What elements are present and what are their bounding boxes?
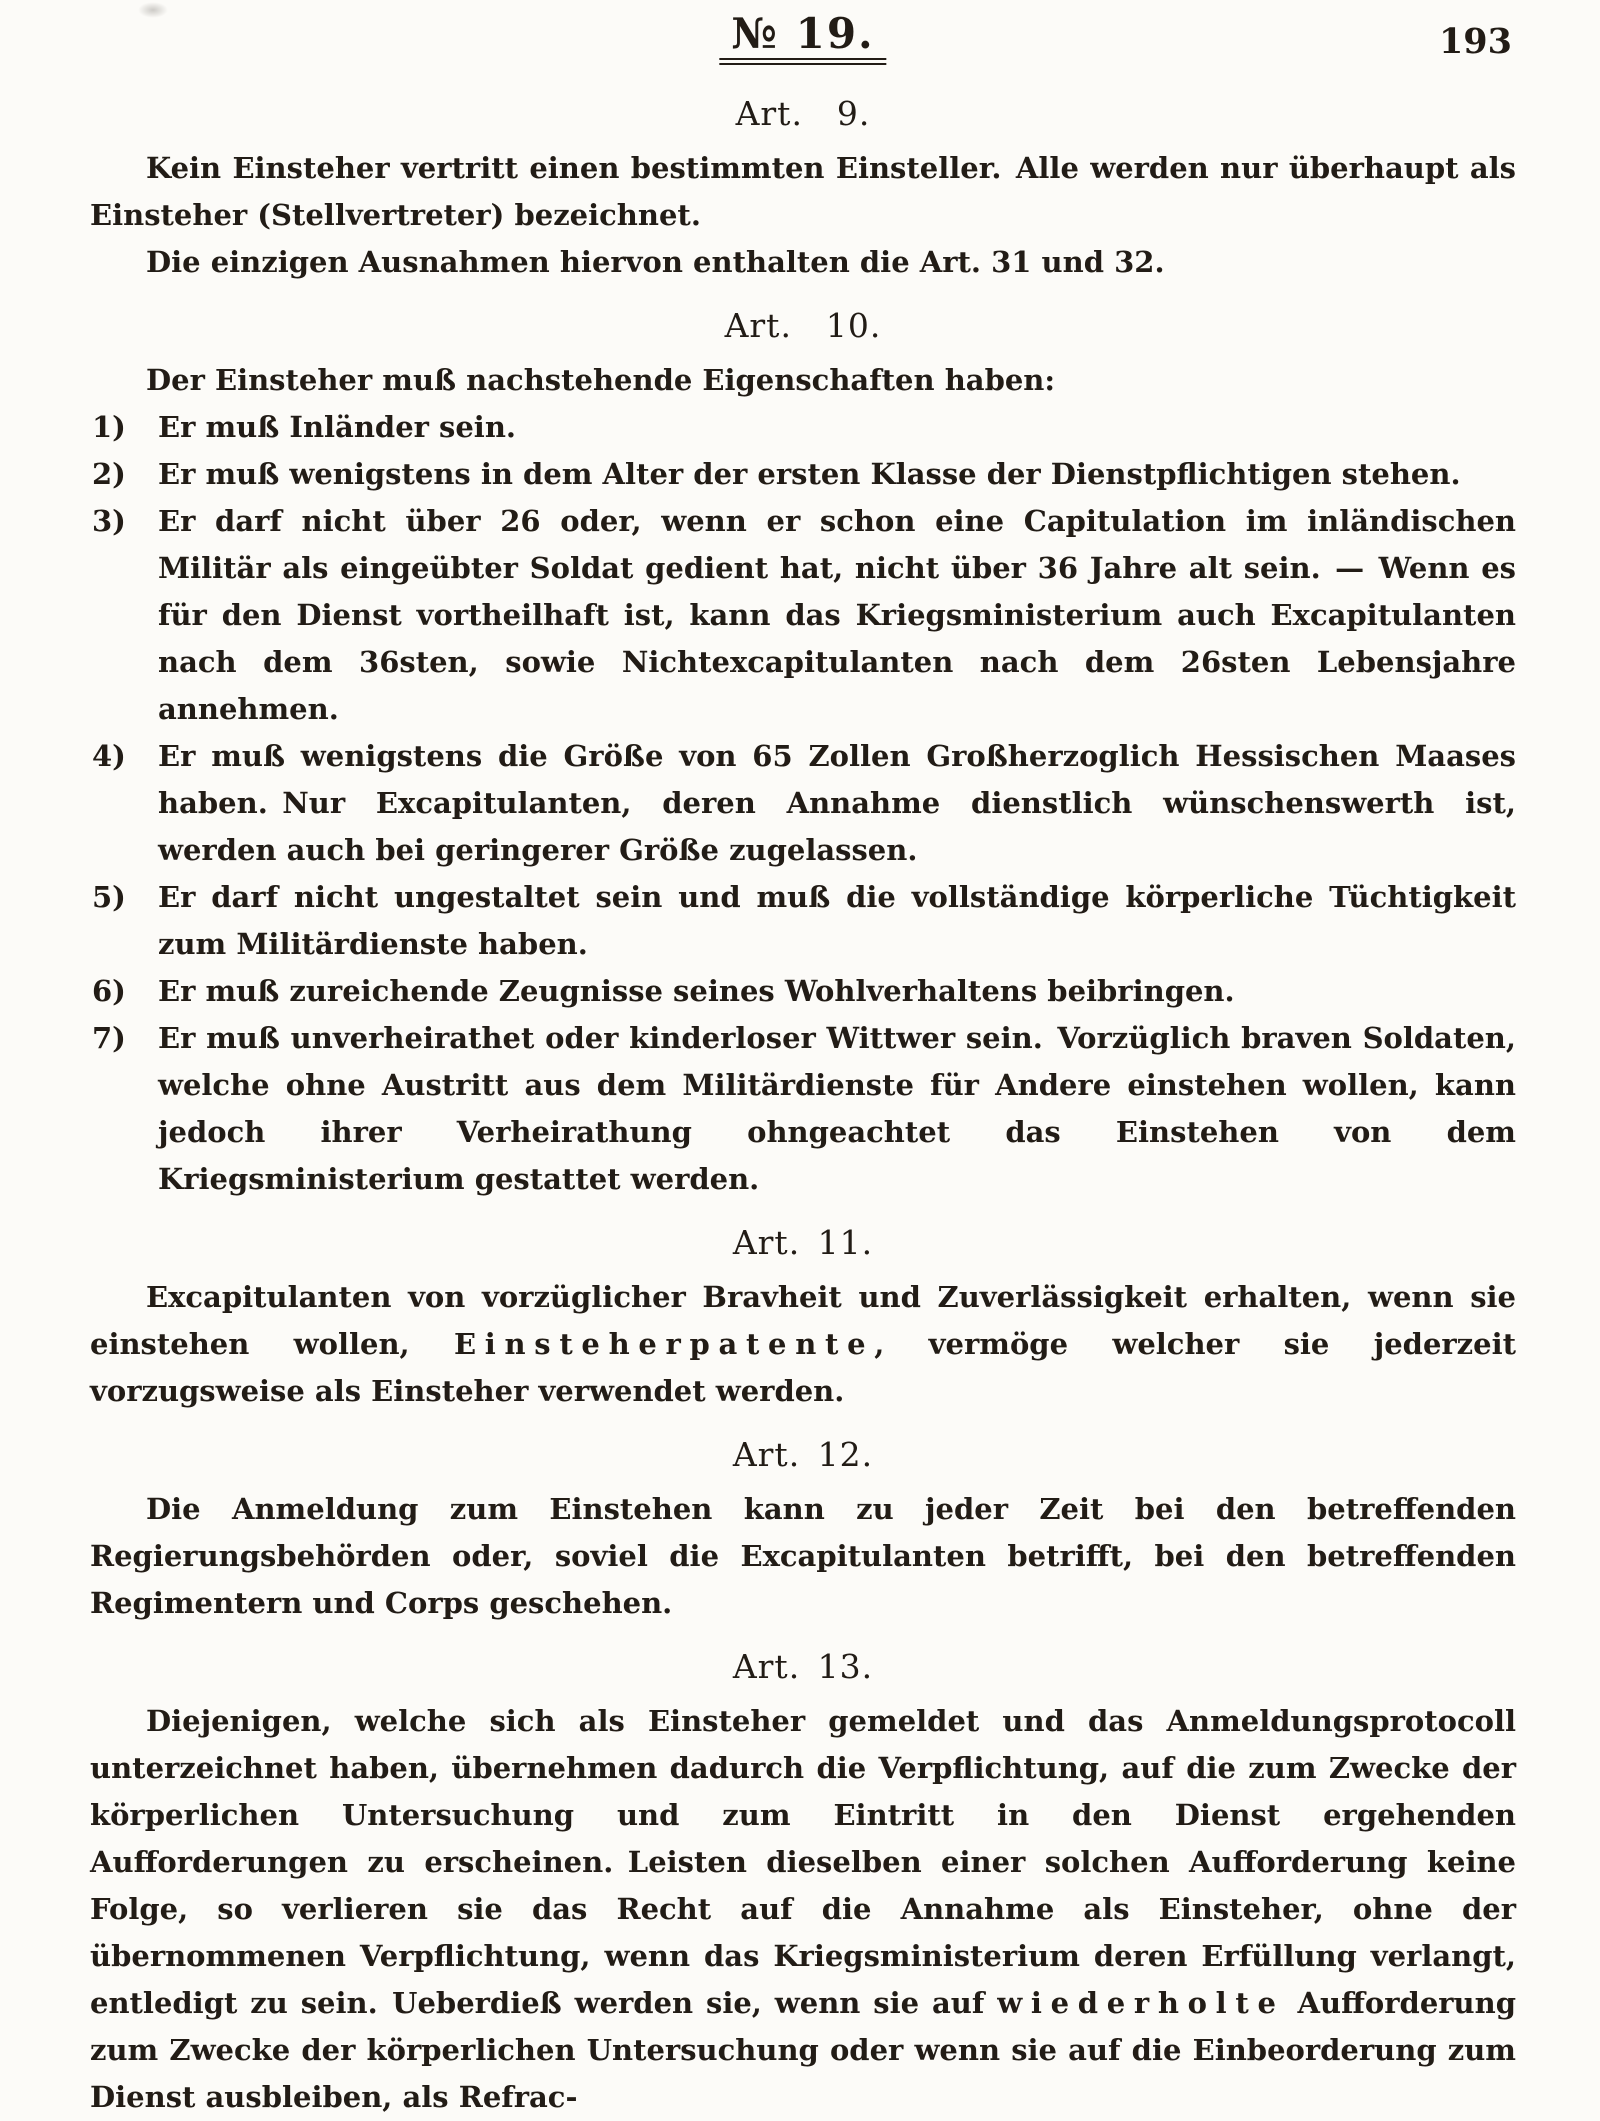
item-number: 6)	[92, 974, 126, 1008]
article-10-item-5	[90, 874, 1516, 968]
article-9-paragraph-1: Kein Einsteher vertritt einen bestimmten Einsteller. Alle werden nur überhaupt als Einsteher (Stellvertreter) bezeichnet.	[90, 151, 1516, 232]
paragraph-text-before: Diejenigen, welche sich als Einsteher gemeldet und das Anmeldungsprotocoll unterzeichnet haben, übernehmen dadurch die Verpflichtung, auf die zum Zwecke der körperlichen Untersuchung und zum Eintritt in den Dienst ergehenden Aufforderungen zu erscheinen. Leisten dieselben einer solchen Aufforderung keine Folge, so verlieren sie das Recht auf die Annahme als Einsteher, ohne der übernommenen Verpflichtung, wenn das Kriegsministerium deren Erfüllung verlangt, entledigt zu sein. Ueberdieß werden sie, wenn sie auf	[90, 1704, 1516, 2020]
item-text: Er muß wenigstens in dem Alter der ersten Klasse der Dienstpflichtigen stehen.	[158, 457, 1461, 491]
paragraph-text-before: Excapitulanten von vorzüglicher Bravheit und Zuverlässigkeit erhalten, wenn sie einstehen wollen,	[90, 1280, 1516, 1361]
item-number: 1)	[92, 410, 126, 444]
item-number: 7)	[92, 1021, 126, 1055]
article-13-paragraph	[90, 1698, 1516, 2121]
item-text: Er muß unverheirathet oder kinderloser Wittwer sein. Vorzüglich braven Soldaten, welche ohne Austritt aus dem Militärdienste für Andere einstehen wollen, kann jedoch ihrer Verheirathung ohngeachtet das Einstehen von dem Kriegsministerium gestattet werden.	[158, 1021, 1516, 1196]
article-13-heading: Art. 13.	[732, 1647, 874, 1686]
article-10-item-1	[90, 404, 1516, 451]
article-9-paragraph-2: Die einzigen Ausnahmen hiervon enthalten die Art. 31 und 32.	[146, 245, 1165, 279]
article-9-heading: Art. 9.	[735, 94, 871, 133]
paragraph-text-after: Aufforderung zum Zwecke der körperlichen Untersuchung oder wenn sie auf die Einbeorderung zum Dienst ausbleiben, als Refrac-	[90, 1986, 1516, 2114]
article-10-heading: Art. 10.	[724, 306, 882, 345]
article-11-heading: Art. 11.	[732, 1223, 874, 1262]
article-10-item-6	[90, 968, 1516, 1015]
article-10-item-7	[90, 1015, 1516, 1203]
article-12-heading: Art. 12.	[732, 1435, 874, 1474]
article-10-item-2	[90, 451, 1516, 498]
letterspaced-term: wiederholte	[997, 1986, 1285, 2020]
item-number: 4)	[92, 739, 126, 773]
item-text: Er muß wenigstens die Größe von 65 Zollen Großherzoglich Hessischen Maases haben. Nur Excapitulanten, deren Annahme dienstlich wünschenswerth ist, werden auch bei geringerer Größe zugelassen.	[158, 739, 1516, 867]
letterspaced-term: Einsteherpatente	[454, 1327, 875, 1361]
page-number: 193	[1438, 21, 1512, 62]
article-10-item-4	[90, 733, 1516, 874]
article-10-intro: Der Einsteher muß nachstehende Eigenschaften haben:	[146, 363, 1056, 397]
item-number: 5)	[92, 880, 126, 914]
item-text: Er muß zureichende Zeugnisse seines Wohlverhaltens beibringen.	[158, 974, 1235, 1008]
item-text: Er darf nicht über 26 oder, wenn er schon eine Capitulation im inländischen Militär als eingeübter Soldat gedient hat, nicht über 36 Jahre alt sein. — Wenn es für den Dienst vortheilhaft ist, kann das Kriegsministerium auch Excapitulanten nach dem 36sten, sowie Nichtexcapitulanten nach dem 26sten Lebensjahre annehmen.	[158, 504, 1516, 726]
item-number: 2)	[92, 457, 126, 491]
article-12-paragraph: Die Anmeldung zum Einstehen kann zu jeder Zeit bei den betreffenden Regierungsbehörden oder, soviel die Excapitulanten betrifft, bei den betreffenden Regimentern und Corps geschehen.	[90, 1492, 1516, 1620]
issue-number: № 19.	[719, 10, 886, 65]
page-header	[90, 9, 1516, 74]
item-number: 3)	[92, 504, 126, 538]
article-11-paragraph	[90, 1274, 1516, 1415]
paragraph-text-after: , vermöge welcher sie jederzeit vorzugsweise als Einsteher verwendet werden.	[90, 1327, 1517, 1408]
item-text: Er darf nicht ungestaltet sein und muß die vollständige körperliche Tüchtigkeit zum Militärdienste haben.	[158, 880, 1516, 961]
item-text: Er muß Inländer sein.	[158, 410, 516, 444]
article-10-item-3	[90, 498, 1516, 733]
